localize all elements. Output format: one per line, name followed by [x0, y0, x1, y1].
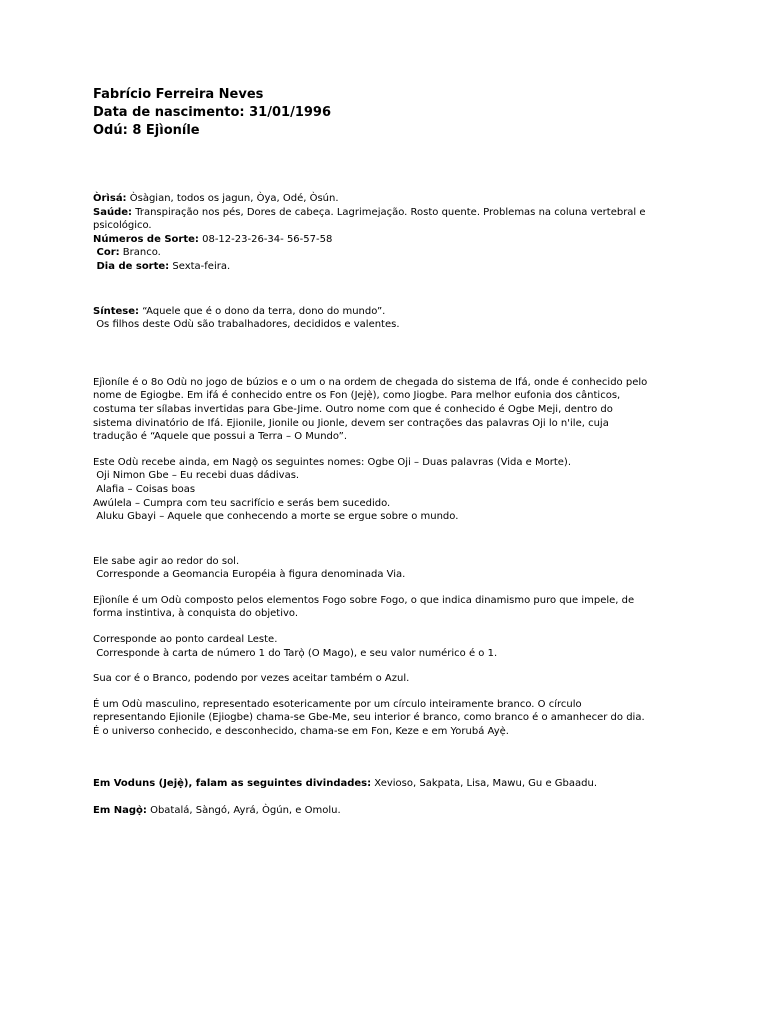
nago-line	[93, 804, 673, 818]
text-line: Este Odù recebe ainda, em Nagọ̀ os seguintes nomes: Ogbe Oji – Duas palavras (Vida e Morte).	[93, 456, 571, 468]
dia-line	[93, 260, 673, 274]
text-line: Corresponde à carta de número 1 do Tarọ̀ (O Mago), e seu valor numérico é o 1.	[93, 647, 498, 659]
saude-line-2: psicológico.	[93, 220, 152, 232]
cor-value: Branco.	[119, 247, 161, 259]
text-line: Ejìoníle é o 8o Odù no jogo de búzios e o um o na ordem de chegada do sistema de Ifá, onde é conhecido pelo	[93, 376, 648, 388]
paragraph-3	[93, 555, 673, 582]
paragraph-2	[93, 456, 673, 524]
numeros-value: 08-12-23-26-34- 56-57-58	[198, 233, 333, 245]
info-block	[93, 192, 673, 274]
paragraph-6	[93, 672, 673, 686]
dia-value: Sexta-feira.	[169, 260, 231, 272]
text-line: Ejìoníle é um Odù composto pelos elementos Fogo sobre Fogo, o que indica dinamismo puro que impele, de	[93, 594, 635, 606]
text-line: Aluku Gbayi – Aquele que conhecendo a morte se ergue sobre o mundo.	[93, 511, 459, 523]
odu-title: Odú: 8 Ejìoníle	[93, 123, 200, 138]
text-line: nome de Egiogbe. Em ifá é conhecido entre os Fon (Jejẹ̀), como Jiogbe. Para melhor eufonia dos cânticos,	[93, 390, 621, 402]
cor-line	[93, 246, 673, 260]
paragraph-4	[93, 594, 673, 621]
voduns-value: Xevioso, Sakpata, Lisa, Mawu, Gu e Gbaadu.	[371, 777, 597, 789]
text-line: Oji Nimon Gbe – Eu recebi duas dádivas.	[93, 470, 300, 482]
voduns-line	[93, 777, 673, 791]
sintese-line-2: Os filhos deste Odù são trabalhadores, decididos e valentes.	[93, 319, 400, 331]
sintese-block	[93, 305, 673, 332]
saude-label: Saúde:	[93, 206, 133, 218]
text-line: sistema divinatório de Ifá. Ejionile, Jionile ou Jionle, devem ser contrações das palavras Oji lo n'ile, cuja	[93, 417, 609, 429]
orisa-value: Òsàgian, todos os jagun, Òya, Odé, Òsún.	[126, 193, 339, 204]
paragraph-1	[93, 376, 673, 444]
nago-label: Em Nagọ̀:	[93, 805, 147, 817]
paragraph-5	[93, 633, 673, 660]
text-line: forma instintiva, à conquista do objetivo.	[93, 608, 299, 620]
nago-block	[93, 804, 673, 818]
header-block	[93, 86, 673, 140]
nago-value: Obatalá, Sàngó, Ayrá, Ògún, e Omolu.	[146, 805, 341, 817]
text-line: É o universo conhecido, e desconhecido, chama-se em Fon, Keze e em Yorubá Ayẹ̀.	[93, 726, 509, 738]
birth-date: Data de nascimento: 31/01/1996	[93, 105, 331, 120]
dia-label: Dia de sorte:	[93, 260, 170, 272]
text-line: É um Odù masculino, representado esotericamente por um círculo inteiramente branco. O círculo	[93, 698, 582, 710]
paragraph-7	[93, 698, 673, 739]
numeros-label: Números de Sorte:	[93, 233, 199, 245]
text-line: Awúlela – Cumpra com teu sacrifício e serás bem sucedido.	[93, 497, 391, 509]
sintese-label: Síntese:	[93, 305, 140, 317]
cor-label: Cor:	[93, 247, 120, 259]
saude-value: Transpiração nos pés, Dores de cabeça. Lagrimejação. Rosto quente. Problemas na coluna vertebral e	[132, 206, 646, 218]
person-name: Fabrício Ferreira Neves	[93, 87, 264, 102]
text-line: representando Ejionile (Ejiogbe) chama-se Gbe-Me, seu interior é branco, como branco é o amanhecer do dia.	[93, 712, 645, 724]
text-line: Sua cor é o Branco, podendo por vezes aceitar também o Azul.	[93, 673, 410, 685]
text-line: Corresponde ao ponto cardeal Leste.	[93, 634, 278, 646]
document-page	[93, 86, 673, 818]
sintese-value: “Aquele que é o dono da terra, dono do mundo”.	[139, 305, 386, 317]
sintese-line	[93, 305, 673, 319]
text-line: costuma ter sílabas invertidas para Gbe-Jime. Outro nome com que é conhecido é Ogbe Meji, dentro do	[93, 403, 613, 415]
orisa-label: Òrìsá:	[93, 193, 127, 204]
numeros-line	[93, 233, 673, 247]
text-line: Corresponde a Geomancia Européia à figura denominada Via.	[93, 569, 406, 581]
text-line: Ele sabe agir ao redor do sol.	[93, 555, 240, 567]
text-line: tradução é “Aquele que possui a Terra – O Mundo”.	[93, 431, 348, 443]
saude-line	[93, 206, 673, 220]
voduns-label: Em Voduns (Jejẹ̀), falam as seguintes divindades:	[93, 777, 372, 789]
text-line: Alafia – Coisas boas	[93, 483, 196, 495]
orisa-line	[93, 192, 673, 206]
voduns-block	[93, 777, 673, 791]
